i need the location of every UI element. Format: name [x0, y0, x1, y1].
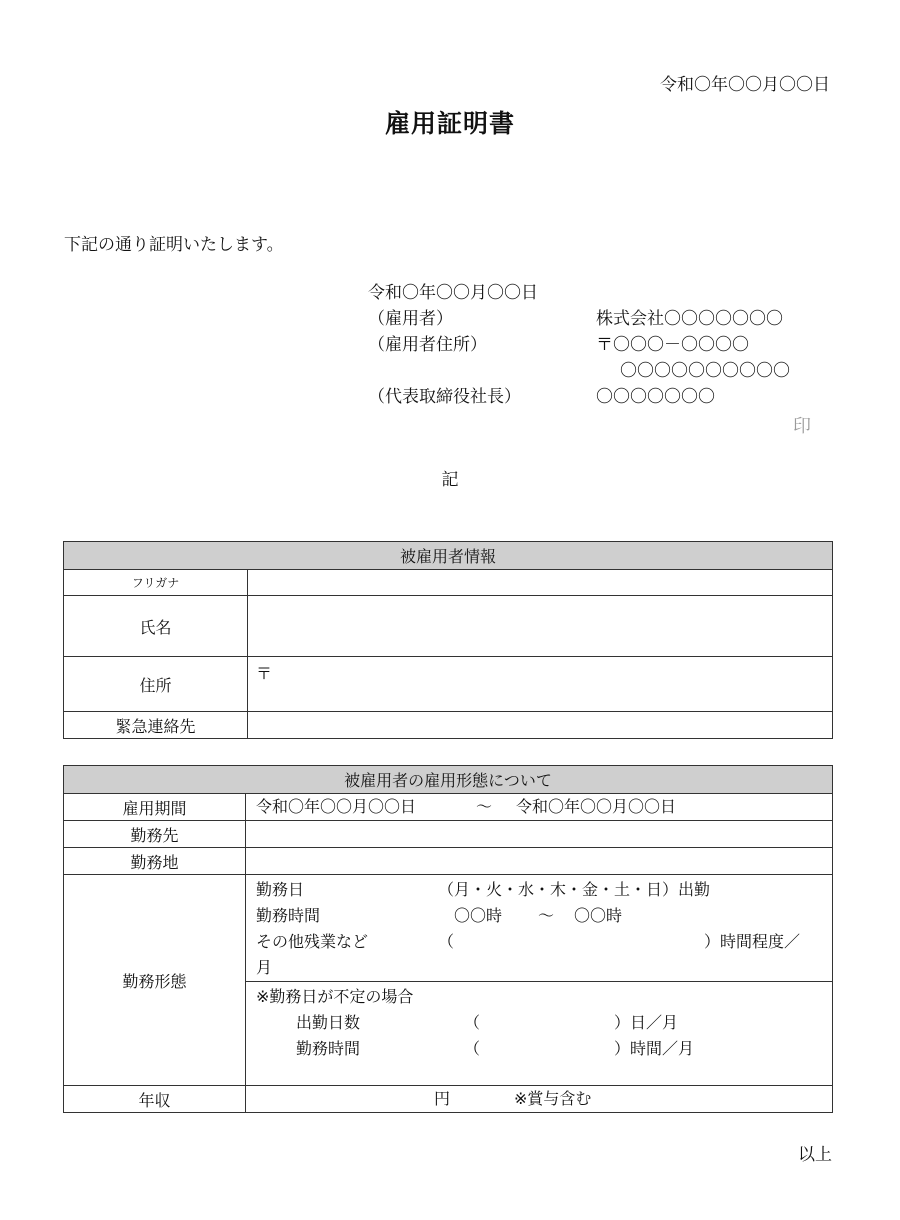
overtime-label: その他残業など: [256, 932, 369, 951]
intro-text: 下記の通り証明いたします。: [64, 235, 284, 255]
work-hours-separator: ～: [538, 906, 555, 925]
period-start: 令和〇年〇〇月〇〇日: [256, 797, 417, 816]
closing-text: 以上: [798, 1145, 832, 1165]
employer-postal-code: 〒〇〇〇－〇〇〇〇: [596, 335, 749, 355]
employment-table: [63, 765, 833, 1113]
work-hours-from: 〇〇時: [454, 906, 503, 925]
employment-header: 被雇用者の雇用形態について: [64, 766, 833, 794]
workdays-label: 勤務日: [256, 880, 305, 899]
attendance-days-close: ）日／月: [614, 1013, 679, 1032]
work-location-label: 勤務地: [64, 848, 246, 875]
ki-heading: 記: [441, 470, 459, 490]
period-label: 雇用期間: [64, 794, 246, 821]
furigana-label: フリガナ: [64, 570, 248, 596]
employer-label: （雇用者）: [368, 309, 453, 329]
work-hours-to: 〇〇時: [574, 906, 623, 925]
work-hours-label: 勤務時間: [256, 906, 321, 925]
representative-label: （代表取締役社長）: [368, 387, 521, 407]
employee-info-header: 被雇用者情報: [64, 542, 833, 570]
name-field[interactable]: [248, 596, 833, 657]
document-title: 雇用証明書: [384, 109, 515, 138]
irregular-schedule-cell[interactable]: [246, 982, 833, 1086]
overtime-unit: 月: [256, 958, 273, 977]
representative-value: 〇〇〇〇〇〇〇: [596, 387, 715, 407]
issuer-date: 令和〇年〇〇月〇〇日: [368, 283, 538, 303]
emergency-contact-label: 緊急連絡先: [64, 712, 248, 739]
address-label: 住所: [64, 657, 248, 712]
work-form-label: 勤務形態: [64, 875, 246, 1086]
workdays-value: （月・火・水・木・金・土・日）出勤: [438, 880, 711, 899]
irregular-hours-close: ）時間／月: [614, 1039, 695, 1058]
emergency-contact-field[interactable]: [248, 712, 833, 739]
document-date: 令和〇年〇〇月〇〇日: [660, 75, 830, 95]
work-schedule-cell[interactable]: [246, 875, 833, 982]
period-field[interactable]: [246, 794, 833, 821]
seal-mark: 印: [793, 416, 811, 437]
period-end: 令和〇年〇〇月〇〇日: [516, 797, 677, 816]
attendance-days-open: （: [464, 1013, 481, 1032]
attendance-days-label: 出勤日数: [296, 1013, 361, 1032]
address-field[interactable]: [248, 657, 833, 712]
overtime-close: ）時間程度／: [704, 932, 801, 951]
workplace-field[interactable]: [246, 821, 833, 848]
annual-income-label: 年収: [64, 1086, 246, 1113]
income-unit: 円: [434, 1089, 451, 1108]
furigana-field[interactable]: [248, 570, 833, 596]
employer-address-label: （雇用者住所）: [368, 335, 487, 355]
overtime-open: （: [438, 932, 455, 951]
irregular-hours-label: 勤務時間: [296, 1039, 361, 1058]
employer-value: 株式会社〇〇〇〇〇〇〇: [596, 309, 783, 329]
workplace-label: 勤務先: [64, 821, 246, 848]
employee-info-table: [63, 541, 833, 739]
income-note: ※賞与含む: [514, 1089, 592, 1108]
period-separator: ～: [476, 797, 493, 816]
name-label: 氏名: [64, 596, 248, 657]
work-location-field[interactable]: [246, 848, 833, 875]
postal-mark: 〒: [256, 664, 273, 683]
issuer-block: [368, 280, 828, 410]
irregular-note: ※勤務日が不定の場合: [256, 987, 414, 1006]
employer-address-value: 〇〇〇〇〇〇〇〇〇〇: [620, 361, 790, 381]
annual-income-field[interactable]: [246, 1086, 833, 1113]
irregular-hours-open: （: [464, 1039, 481, 1058]
